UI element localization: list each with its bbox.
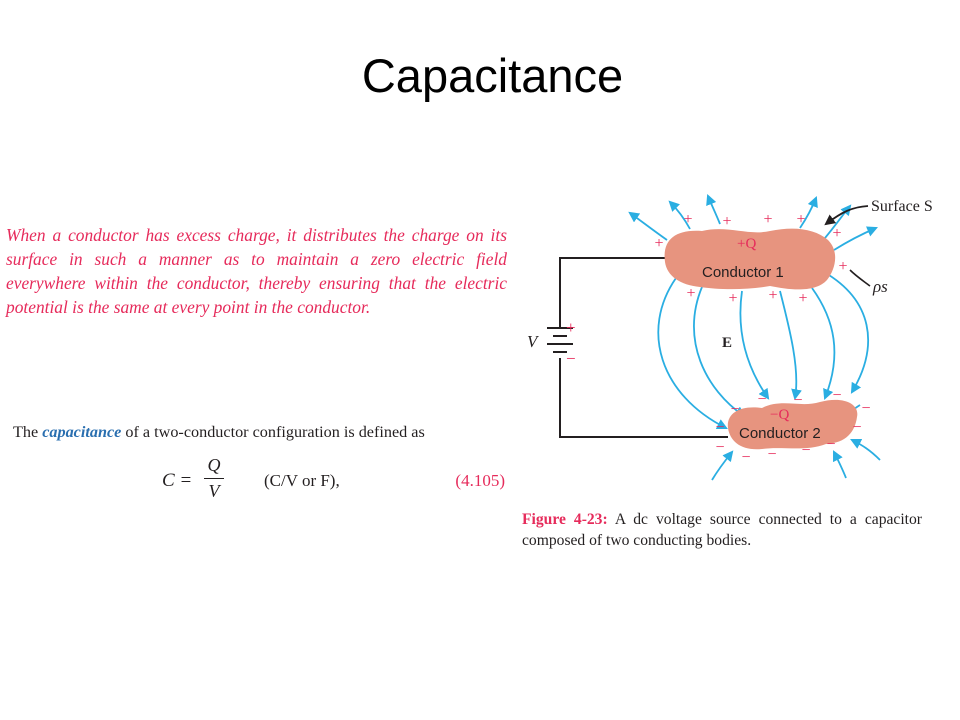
conductor-2-charge: −Q bbox=[770, 407, 790, 423]
minus-charge: − bbox=[793, 392, 803, 409]
minus-charge: − bbox=[715, 419, 725, 436]
conductor-1-charge: +Q bbox=[737, 236, 757, 252]
rho-pointer-line bbox=[850, 270, 870, 286]
minus-charge: − bbox=[826, 436, 836, 453]
plus-charge: + bbox=[728, 290, 738, 307]
plus-charge: + bbox=[796, 211, 806, 228]
minus-charge: − bbox=[861, 400, 871, 417]
intro-paragraph: When a conductor has excess charge, it distributes the charge on its surface in such a manner as to maintain a zero electric field everywhere within the conductor, thereby ensuring that the electric potential is the same at every point in the conductor. bbox=[6, 225, 507, 317]
slide-title: Capacitance bbox=[361, 49, 624, 102]
plus-charge: + bbox=[838, 258, 848, 275]
equation-fraction bbox=[204, 455, 224, 502]
fraction-numerator: Q bbox=[207, 455, 221, 475]
plus-charge: + bbox=[832, 225, 842, 242]
field-label: E bbox=[722, 335, 733, 351]
minus-charge: − bbox=[832, 387, 842, 404]
plus-charge: + bbox=[722, 213, 732, 230]
plus-charge: + bbox=[763, 211, 773, 228]
equation-lhs: C = bbox=[162, 470, 193, 491]
caption-label: Figure 4-23: bbox=[522, 511, 608, 528]
minus-charge: − bbox=[767, 446, 777, 463]
battery-plus-sign: + bbox=[566, 318, 576, 337]
battery-minus-sign: − bbox=[566, 349, 576, 368]
fraction-denominator: V bbox=[208, 481, 220, 501]
plus-charge: + bbox=[683, 211, 693, 228]
voltage-label: V bbox=[527, 332, 538, 351]
plus-charge: + bbox=[686, 285, 696, 302]
conductor-1-label: Conductor 1 bbox=[702, 264, 784, 281]
minus-charge: − bbox=[757, 391, 767, 408]
definition-suffix: of a two-conductor configuration is defined as bbox=[121, 423, 425, 441]
plus-charge: + bbox=[798, 290, 808, 307]
caption-text: A dc voltage source connected to a capacitor composed of two conducting bodies. bbox=[522, 511, 922, 549]
capacitor-figure bbox=[512, 185, 960, 495]
equation-units: (C/V or F), bbox=[264, 471, 340, 490]
surface-label: Surface S bbox=[871, 198, 933, 215]
conductor-2-label: Conductor 2 bbox=[739, 425, 821, 442]
minus-charge: − bbox=[730, 401, 740, 418]
plus-charge: + bbox=[768, 287, 778, 304]
capacitance-definition bbox=[13, 423, 513, 442]
figure-caption bbox=[522, 509, 922, 551]
capacitance-equation bbox=[160, 455, 505, 503]
definition-prefix: The bbox=[13, 423, 43, 441]
capacitor-diagram bbox=[512, 185, 960, 495]
plus-charge: + bbox=[654, 235, 664, 252]
fraction-bar bbox=[204, 478, 224, 479]
capacitance-term: capacitance bbox=[42, 423, 122, 441]
equation-number: (4.105) bbox=[455, 471, 505, 490]
minus-charge: − bbox=[852, 419, 862, 436]
rho-label: ρs bbox=[873, 277, 888, 296]
minus-charge: − bbox=[715, 439, 725, 456]
minus-charge: − bbox=[741, 449, 751, 466]
minus-charge: − bbox=[801, 442, 811, 459]
